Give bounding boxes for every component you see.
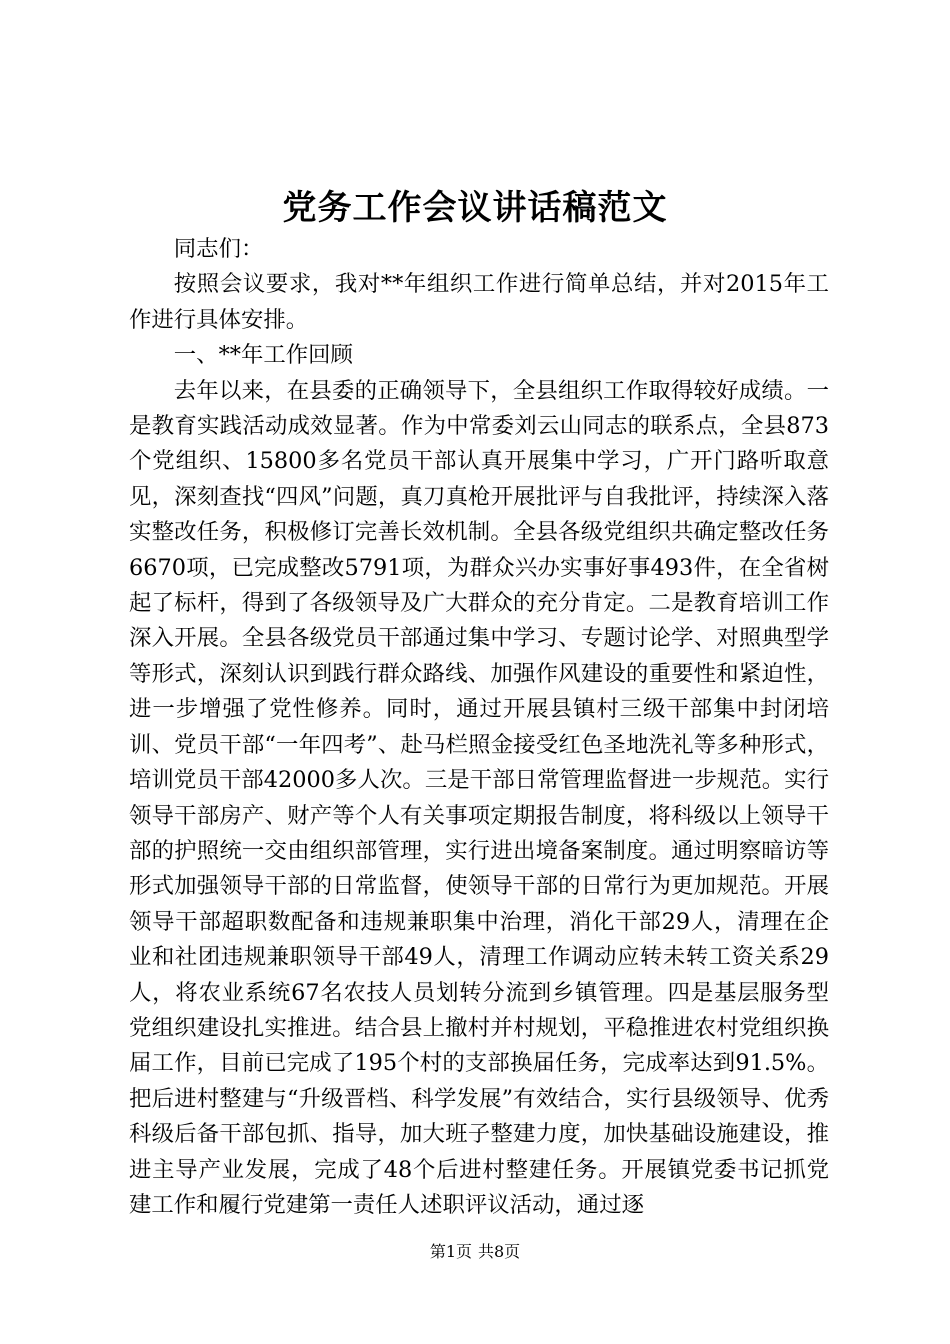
salutation-paragraph: 同志们：	[173, 236, 264, 262]
document-body	[129, 232, 829, 1223]
review-paragraph: 去年以来，在县委的正确领导下，全县组织工作取得较好成绩。一是教育实践活动成效显著。作为中常委刘云山同志的联系点，全县873个党组织、15800多名党员干部认真开展集中学习，广开门路听取意见，深刻查找“四风”问题，真刀真枪开展批评与自我批评，持续深入落实整改任务，积极修订完善长效机制。全县各级党组织共确定整改任务6670项，已完成整改5791项，为群众兴办实事好事493件，在全省树起了标杆，得到了各级领导及广大群众的充分肯定。二是教育培训工作深入开展。全县各级党员干部通过集中学习、专题讨论学、对照典型学等形式，深刻认识到践行群众路线、加强作风建设的重要性和紧迫性，进一步增强了党性修养。同时，通过开展县镇村三级干部集中封闭培训、党员干部“一年四考”、赴马栏照金接受红色圣地洗礼等多种形式，培训党员干部42000多人次。三是干部日常管理监督进一步规范。实行领导干部房产、财产等个人有关事项定期报告制度，将科级以上领导干部的护照统一交由组织部管理，实行进出境备案制度。通过明察暗访等形式加强领导干部的日常监督，使领导干部的日常行为更加规范。开展领导干部超职数配备和违规兼职集中治理，消化干部29人，清理在企业和社团违规兼职领导干部49人，清理工作调动应转未转工资关系29人，将农业系统67名农技人员划转分流到乡镇管理。四是基层服务型党组织建设扎实推进。结合县上撤村并村规划，平稳推进农村党组织换届工作，目前已完成了195个村的支部换届任务，完成率达到91.5%。把后进村整建与“升级晋档、科学发展”有效结合，实行县级领导、优秀科级后备干部包抓、指导，加大班子整建力度，加快基础设施建设，推进主导产业发展，完成了48个后进村整建任务。开展镇党委书记抓党建工作和履行党建第一责任人述职评议活动，通过逐	[129, 377, 829, 1218]
document-title: 党务工作会议讲话稿范文	[282, 188, 668, 228]
section-heading: 一、**年工作回顾	[173, 342, 353, 369]
intro-paragraph: 按照会议要求，我对**年组织工作进行简单总结，并对2015年工作进行具体安排。	[129, 271, 829, 333]
page-number: 第1页	[429, 1242, 472, 1261]
page-total: 共8页	[478, 1242, 521, 1261]
page-footer	[0, 1240, 950, 1264]
